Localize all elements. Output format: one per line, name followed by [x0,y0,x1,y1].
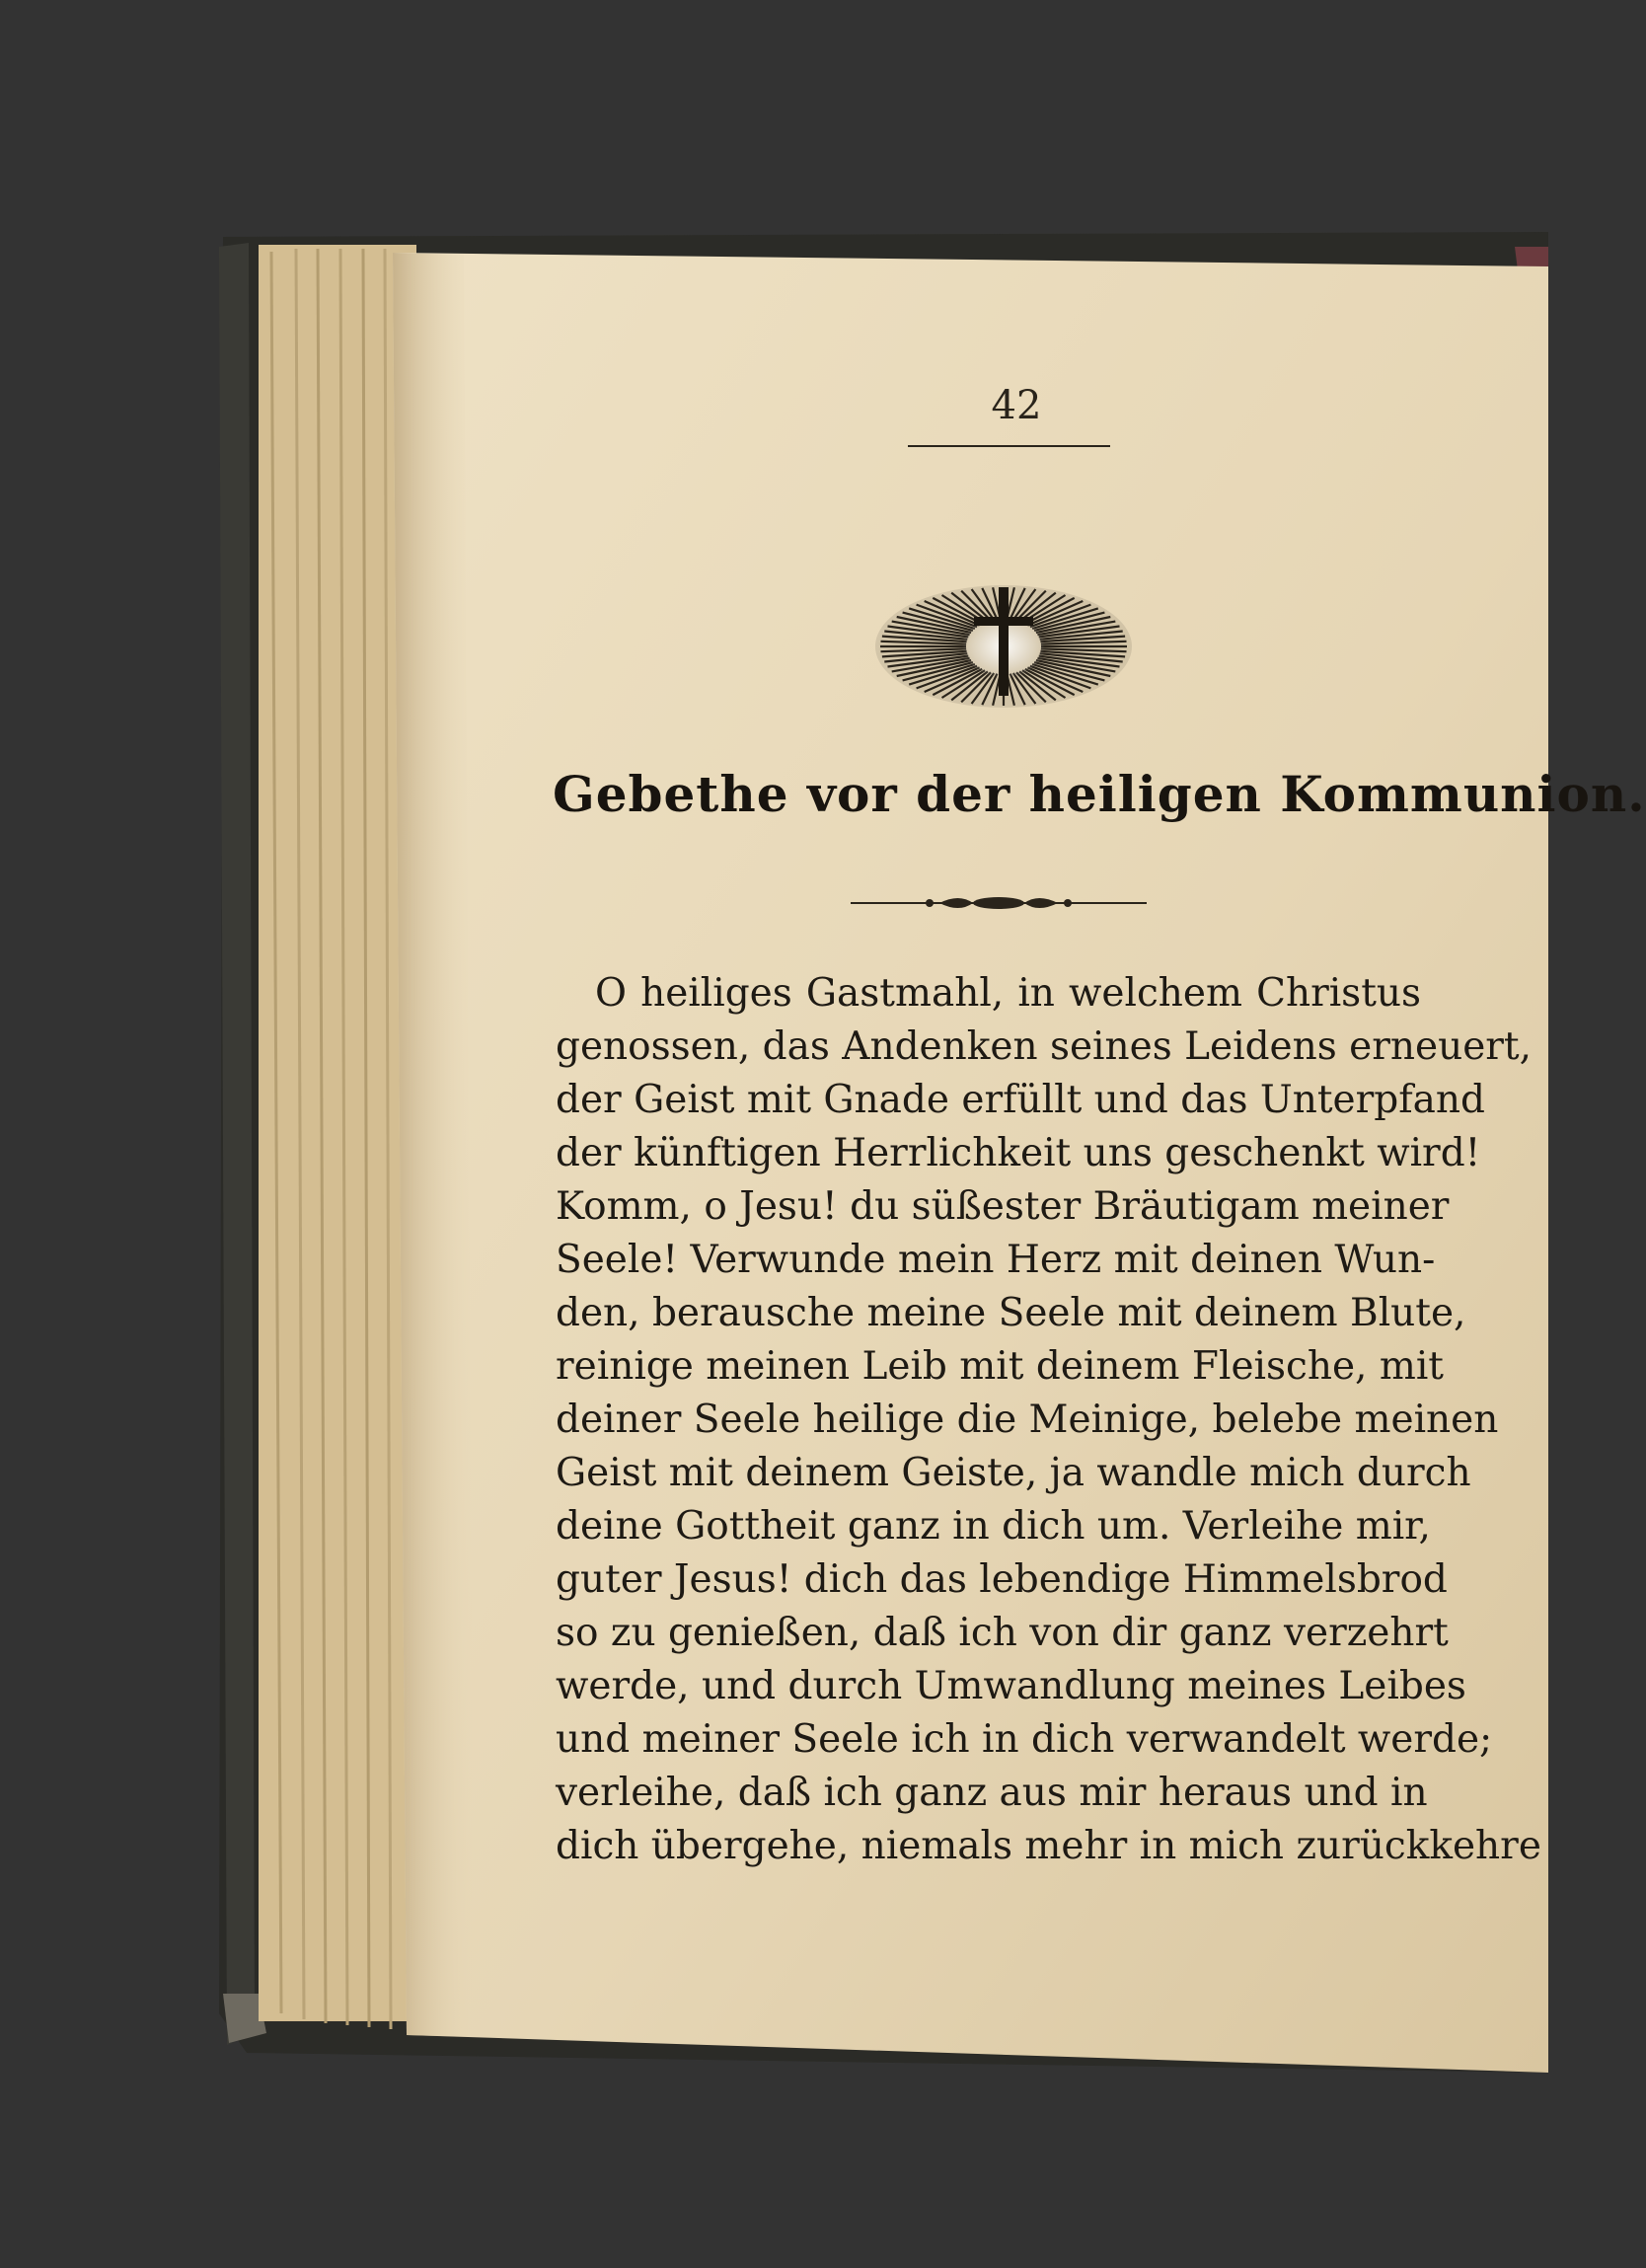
text-line: Komm, o Jesu! du süßester Bräutigam meiner [556,1184,1450,1229]
text-line: werde, und durch Umwandlung meines Leibes [556,1664,1466,1708]
prayer-heading: Gebethe vor der heiligen Kommunion. [553,765,1646,823]
text-line: guter Jesus! dich das lebendige Himmelsbrod [556,1557,1448,1602]
text-line: dich übergehe, niemals mehr in mich zurückkehre [556,1824,1541,1868]
page-number: 42 [991,383,1042,428]
text-line: Geist mit deinem Geiste, ja wandle mich durch [556,1451,1471,1495]
text-line: deiner Seele heilige die Meinige, belebe meinen [556,1398,1499,1442]
text-line: verleihe, daß ich ganz aus mir heraus und in [556,1771,1428,1815]
text-line: und meiner Seele ich in dich verwandelt werde; [556,1717,1493,1762]
radiant-cross-icon [875,585,1132,708]
text-line: der Geist mit Gnade erfüllt und das Unterpfand [556,1078,1485,1122]
text-line: der künftigen Herrlichkeit uns geschenkt wird! [556,1131,1481,1175]
text-line: genossen, das Andenken seines Leidens erneuert, [556,1024,1532,1069]
text-line: so zu genießen, daß ich von dir ganz verzehrt [556,1611,1449,1655]
text-line: Seele! Verwunde mein Herz mit deinen Wun- [556,1238,1436,1282]
text-line: O heiliges Gastmahl, in welchem Christus [595,971,1421,1016]
text-line: reinige meinen Leib mit deinem Fleische, mit [556,1344,1444,1389]
text-line: den, berausche meine Seele mit deinem Blute, [556,1291,1466,1335]
text-line: deine Gottheit ganz in dich um. Verleihe mir, [556,1504,1431,1549]
page-edges [259,245,416,2029]
